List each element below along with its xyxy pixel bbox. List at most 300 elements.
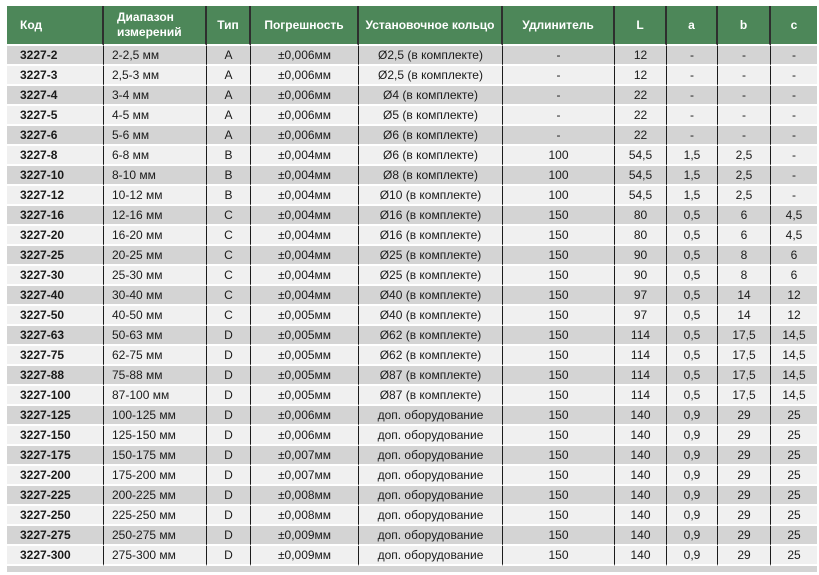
table-cell: 50-63 мм xyxy=(104,326,207,346)
table-cell: - xyxy=(667,66,718,86)
table-row xyxy=(7,486,817,506)
table-cell: D xyxy=(207,346,251,366)
table-cell: - xyxy=(667,86,718,106)
table-cell: 1,5 xyxy=(667,166,718,186)
table-cell: 3227-200 xyxy=(7,466,104,486)
table-cell: доп. оборудование xyxy=(359,526,503,546)
table-cell: 150-175 мм xyxy=(104,446,207,466)
table-cell: 40-50 мм xyxy=(104,306,207,326)
table-cell: 62-75 мм xyxy=(104,346,207,366)
table-cell: 3227-125 xyxy=(7,406,104,426)
table-cell: D xyxy=(207,526,251,546)
table-cell: 3227-63 xyxy=(7,326,104,346)
table-row xyxy=(7,246,817,266)
table-row xyxy=(7,306,817,326)
table-cell: 0,5 xyxy=(667,346,718,366)
table-cell: 225-250 мм xyxy=(104,506,207,526)
table-cell: ±0,004мм xyxy=(251,246,359,266)
table-cell: A xyxy=(207,86,251,106)
table-cell: 97 xyxy=(615,286,667,306)
table-cell: ±0,004мм xyxy=(251,206,359,226)
table-cell: Ø6 (в комплекте) xyxy=(359,146,503,166)
spec-table xyxy=(7,6,817,566)
table-cell: 3227-225 xyxy=(7,486,104,506)
table-cell: - xyxy=(503,66,615,86)
table-cell: - xyxy=(503,86,615,106)
table-row xyxy=(7,186,817,206)
table-cell: 14,5 xyxy=(771,386,817,406)
table-cell: 1,5 xyxy=(667,186,718,206)
table-cell: 12-16 мм xyxy=(104,206,207,226)
table-cell: 0,9 xyxy=(667,446,718,466)
table-cell: 22 xyxy=(615,86,667,106)
table-cell: доп. оборудование xyxy=(359,546,503,566)
table-row xyxy=(7,366,817,386)
table-row xyxy=(7,386,817,406)
table-cell: 3227-2 xyxy=(7,46,104,66)
table-row xyxy=(7,66,817,86)
table-cell: 150 xyxy=(503,526,615,546)
table-cell: 3227-4 xyxy=(7,86,104,106)
table-cell: B xyxy=(207,166,251,186)
table-cell: 6 xyxy=(718,226,771,246)
table-cell: 2,5-3 мм xyxy=(104,66,207,86)
table-row xyxy=(7,126,817,146)
table-cell: 275-300 мм xyxy=(104,546,207,566)
table-row xyxy=(7,226,817,246)
table-cell: 150 xyxy=(503,546,615,566)
table-cell: D xyxy=(207,426,251,446)
header-cell-c: c xyxy=(771,6,817,46)
table-cell: 4,5 xyxy=(771,206,817,226)
table-cell: 17,5 xyxy=(718,366,771,386)
table-cell: 25 xyxy=(771,526,817,546)
table-cell: 150 xyxy=(503,366,615,386)
table-row xyxy=(7,86,817,106)
table-cell: Ø25 (в комплекте) xyxy=(359,246,503,266)
table-cell: 29 xyxy=(718,446,771,466)
table-cell: C xyxy=(207,266,251,286)
table-cell: Ø5 (в комплекте) xyxy=(359,106,503,126)
table-cell: 0,9 xyxy=(667,426,718,446)
table-cell: 14,5 xyxy=(771,366,817,386)
table-row xyxy=(7,266,817,286)
table-cell: 3227-3 xyxy=(7,66,104,86)
table-cell: 0,5 xyxy=(667,226,718,246)
table-cell: Ø87 (в комплекте) xyxy=(359,366,503,386)
table-cell: 0,5 xyxy=(667,206,718,226)
table-cell: 150 xyxy=(503,506,615,526)
table-cell: 3227-275 xyxy=(7,526,104,546)
partial-row xyxy=(7,566,817,572)
table-row xyxy=(7,326,817,346)
table-cell: - xyxy=(718,46,771,66)
table-cell: 200-225 мм xyxy=(104,486,207,506)
table-cell: 175-200 мм xyxy=(104,466,207,486)
table-cell: Ø16 (в комплекте) xyxy=(359,206,503,226)
table-cell: Ø8 (в комплекте) xyxy=(359,166,503,186)
table-cell: 54,5 xyxy=(615,166,667,186)
table-cell: 150 xyxy=(503,226,615,246)
table-cell: A xyxy=(207,126,251,146)
table-cell: 3227-16 xyxy=(7,206,104,226)
table-cell: 25 xyxy=(771,466,817,486)
table-cell: - xyxy=(771,106,817,126)
table-cell: Ø62 (в комплекте) xyxy=(359,326,503,346)
table-cell: ±0,006мм xyxy=(251,406,359,426)
table-cell: 54,5 xyxy=(615,186,667,206)
table-cell: B xyxy=(207,146,251,166)
table-cell: C xyxy=(207,226,251,246)
table-cell: ±0,006мм xyxy=(251,106,359,126)
table-cell: Ø87 (в комплекте) xyxy=(359,386,503,406)
table-cell: 150 xyxy=(503,426,615,446)
table-cell: A xyxy=(207,106,251,126)
table-cell: ±0,006мм xyxy=(251,126,359,146)
table-cell: - xyxy=(771,86,817,106)
table-cell: ±0,004мм xyxy=(251,146,359,166)
table-cell: 8-10 мм xyxy=(104,166,207,186)
table-cell: - xyxy=(503,126,615,146)
table-cell: 29 xyxy=(718,426,771,446)
table-cell: 150 xyxy=(503,406,615,426)
header-cell-a: a xyxy=(667,6,718,46)
table-row xyxy=(7,46,817,66)
table-row xyxy=(7,206,817,226)
table-cell: 14 xyxy=(718,306,771,326)
table-cell: 0,5 xyxy=(667,386,718,406)
table-cell: ±0,007мм xyxy=(251,466,359,486)
table-cell: 3227-40 xyxy=(7,286,104,306)
table-cell: 12 xyxy=(615,46,667,66)
table-cell: - xyxy=(771,126,817,146)
table-cell: D xyxy=(207,466,251,486)
table-cell: - xyxy=(718,86,771,106)
table-cell: Ø16 (в комплекте) xyxy=(359,226,503,246)
table-cell: D xyxy=(207,326,251,346)
spec-table-body xyxy=(7,46,817,566)
table-cell: 3227-75 xyxy=(7,346,104,366)
table-cell: 100 xyxy=(503,186,615,206)
table-cell: 100 xyxy=(503,146,615,166)
table-cell: 4-5 мм xyxy=(104,106,207,126)
table-row xyxy=(7,426,817,446)
table-cell: 25 xyxy=(771,426,817,446)
table-cell: 3227-100 xyxy=(7,386,104,406)
table-cell: 250-275 мм xyxy=(104,526,207,546)
table-cell: доп. оборудование xyxy=(359,446,503,466)
table-cell: 29 xyxy=(718,526,771,546)
table-cell: 25 xyxy=(771,446,817,466)
table-cell: 0,9 xyxy=(667,546,718,566)
table-cell: - xyxy=(771,146,817,166)
table-cell: 30-40 мм xyxy=(104,286,207,306)
table-cell: 0,9 xyxy=(667,406,718,426)
table-cell: D xyxy=(207,506,251,526)
table-cell: 80 xyxy=(615,206,667,226)
table-cell: 3227-30 xyxy=(7,266,104,286)
table-cell: 3227-250 xyxy=(7,506,104,526)
table-cell: 14 xyxy=(718,286,771,306)
table-cell: 150 xyxy=(503,266,615,286)
table-row xyxy=(7,506,817,526)
table-cell: доп. оборудование xyxy=(359,466,503,486)
table-cell: 150 xyxy=(503,486,615,506)
table-cell: 54,5 xyxy=(615,146,667,166)
table-cell: ±0,007мм xyxy=(251,446,359,466)
table-cell: - xyxy=(718,126,771,146)
table-cell: ±0,004мм xyxy=(251,266,359,286)
table-cell: 140 xyxy=(615,526,667,546)
table-cell: 0,9 xyxy=(667,486,718,506)
table-cell: 12 xyxy=(615,66,667,86)
table-cell: ±0,006мм xyxy=(251,46,359,66)
table-cell: Ø40 (в комплекте) xyxy=(359,306,503,326)
table-cell: 2-2,5 мм xyxy=(104,46,207,66)
table-cell: 4,5 xyxy=(771,226,817,246)
table-cell: доп. оборудование xyxy=(359,426,503,446)
table-cell: C xyxy=(207,206,251,226)
table-cell: доп. оборудование xyxy=(359,406,503,426)
table-cell: ±0,008мм xyxy=(251,486,359,506)
table-row xyxy=(7,286,817,306)
table-cell: C xyxy=(207,286,251,306)
table-cell: - xyxy=(718,66,771,86)
table-cell: 140 xyxy=(615,486,667,506)
table-cell: - xyxy=(667,46,718,66)
table-row xyxy=(7,106,817,126)
header-cell-accuracy: Погрешность xyxy=(251,6,359,46)
table-cell: 3227-20 xyxy=(7,226,104,246)
table-cell: 17,5 xyxy=(718,326,771,346)
table-cell: 150 xyxy=(503,246,615,266)
table-row xyxy=(7,526,817,546)
spec-table-wrap xyxy=(7,6,817,572)
table-cell: 150 xyxy=(503,346,615,366)
table-cell: Ø4 (в комплекте) xyxy=(359,86,503,106)
table-cell: 25-30 мм xyxy=(104,266,207,286)
table-cell: 150 xyxy=(503,286,615,306)
table-cell: 87-100 мм xyxy=(104,386,207,406)
table-cell: Ø6 (в комплекте) xyxy=(359,126,503,146)
table-cell: 3227-6 xyxy=(7,126,104,146)
table-cell: D xyxy=(207,366,251,386)
table-cell: 0,5 xyxy=(667,306,718,326)
table-cell: - xyxy=(771,166,817,186)
table-cell: 3227-25 xyxy=(7,246,104,266)
table-cell: Ø10 (в комплекте) xyxy=(359,186,503,206)
table-cell: - xyxy=(771,186,817,206)
table-cell: D xyxy=(207,386,251,406)
table-cell: ±0,006мм xyxy=(251,66,359,86)
table-cell: 3227-5 xyxy=(7,106,104,126)
table-row xyxy=(7,446,817,466)
table-cell: ±0,004мм xyxy=(251,186,359,206)
table-cell: 5-6 мм xyxy=(104,126,207,146)
table-cell: 16-20 мм xyxy=(104,226,207,246)
table-cell: ±0,008мм xyxy=(251,506,359,526)
table-cell: - xyxy=(718,106,771,126)
table-row xyxy=(7,346,817,366)
table-cell: 3227-12 xyxy=(7,186,104,206)
table-cell: Ø40 (в комплекте) xyxy=(359,286,503,306)
table-cell: 140 xyxy=(615,446,667,466)
header-cell-extension: Удлинитель xyxy=(503,6,615,46)
table-cell: 90 xyxy=(615,266,667,286)
table-cell: 2,5 xyxy=(718,166,771,186)
table-cell: 140 xyxy=(615,426,667,446)
table-cell: 1,5 xyxy=(667,146,718,166)
table-cell: 3227-8 xyxy=(7,146,104,166)
table-cell: 12 xyxy=(771,306,817,326)
table-cell: Ø2,5 (в комплекте) xyxy=(359,66,503,86)
table-cell: 0,5 xyxy=(667,326,718,346)
table-cell: 29 xyxy=(718,466,771,486)
table-cell: 150 xyxy=(503,386,615,406)
header-row xyxy=(7,6,817,46)
table-cell: 0,9 xyxy=(667,526,718,546)
table-cell: ±0,009мм xyxy=(251,526,359,546)
table-cell: 114 xyxy=(615,366,667,386)
table-cell: 29 xyxy=(718,546,771,566)
header-cell-range: Диапазон измерений xyxy=(104,6,207,46)
table-cell: - xyxy=(667,106,718,126)
table-cell: 150 xyxy=(503,306,615,326)
table-cell: ±0,004мм xyxy=(251,226,359,246)
table-cell: 150 xyxy=(503,466,615,486)
table-cell: 6 xyxy=(718,206,771,226)
table-cell: 0,5 xyxy=(667,246,718,266)
table-cell: 22 xyxy=(615,126,667,146)
table-cell: - xyxy=(667,126,718,146)
table-row xyxy=(7,466,817,486)
table-cell: C xyxy=(207,306,251,326)
table-cell: 100 xyxy=(503,166,615,186)
table-cell: ±0,005мм xyxy=(251,386,359,406)
table-cell: 6 xyxy=(771,266,817,286)
table-cell: 75-88 мм xyxy=(104,366,207,386)
header-cell-b: b xyxy=(718,6,771,46)
table-cell: A xyxy=(207,66,251,86)
table-cell: 0,5 xyxy=(667,366,718,386)
header-cell-type: Тип xyxy=(207,6,251,46)
table-cell: 140 xyxy=(615,506,667,526)
table-cell: 140 xyxy=(615,466,667,486)
table-cell: - xyxy=(503,46,615,66)
table-cell: 2,5 xyxy=(718,146,771,166)
table-cell: 3227-175 xyxy=(7,446,104,466)
table-cell: 14,5 xyxy=(771,346,817,366)
table-cell: 3227-88 xyxy=(7,366,104,386)
table-cell: 20-25 мм xyxy=(104,246,207,266)
table-cell: 29 xyxy=(718,406,771,426)
table-cell: 150 xyxy=(503,326,615,346)
table-cell: D xyxy=(207,546,251,566)
table-cell: A xyxy=(207,46,251,66)
header-cell-l: L xyxy=(615,6,667,46)
table-cell: 100-125 мм xyxy=(104,406,207,426)
table-cell: 2,5 xyxy=(718,186,771,206)
table-cell: - xyxy=(771,66,817,86)
table-cell: 125-150 мм xyxy=(104,426,207,446)
table-cell: 0,9 xyxy=(667,506,718,526)
table-cell: 8 xyxy=(718,266,771,286)
table-cell: 3227-50 xyxy=(7,306,104,326)
table-cell: D xyxy=(207,406,251,426)
table-cell: 150 xyxy=(503,206,615,226)
table-cell: 0,9 xyxy=(667,466,718,486)
table-cell: 3227-10 xyxy=(7,166,104,186)
table-cell: 29 xyxy=(718,486,771,506)
table-cell: 6-8 мм xyxy=(104,146,207,166)
table-cell: 3227-300 xyxy=(7,546,104,566)
table-cell: 6 xyxy=(771,246,817,266)
table-cell: B xyxy=(207,186,251,206)
table-row xyxy=(7,146,817,166)
table-cell: 97 xyxy=(615,306,667,326)
table-cell: - xyxy=(771,46,817,66)
table-cell: 3-4 мм xyxy=(104,86,207,106)
table-cell: ±0,006мм xyxy=(251,86,359,106)
table-cell: ±0,005мм xyxy=(251,326,359,346)
table-cell: ±0,004мм xyxy=(251,286,359,306)
table-cell: 114 xyxy=(615,326,667,346)
table-cell: 12 xyxy=(771,286,817,306)
table-cell: 17,5 xyxy=(718,346,771,366)
table-cell: Ø25 (в комплекте) xyxy=(359,266,503,286)
table-cell: 150 xyxy=(503,446,615,466)
table-cell: 0,5 xyxy=(667,286,718,306)
table-cell: 17,5 xyxy=(718,386,771,406)
table-cell: ±0,005мм xyxy=(251,366,359,386)
table-row xyxy=(7,406,817,426)
table-cell: 114 xyxy=(615,386,667,406)
table-cell: 25 xyxy=(771,486,817,506)
table-cell: ±0,006мм xyxy=(251,426,359,446)
table-cell: 140 xyxy=(615,546,667,566)
table-cell: 90 xyxy=(615,246,667,266)
table-cell: Ø2,5 (в комплекте) xyxy=(359,46,503,66)
header-cell-ring: Установочное кольцо xyxy=(359,6,503,46)
table-cell: 29 xyxy=(718,506,771,526)
table-cell: D xyxy=(207,486,251,506)
spec-table-header xyxy=(7,6,817,46)
table-cell: доп. оборудование xyxy=(359,486,503,506)
table-cell: 25 xyxy=(771,546,817,566)
table-cell: 80 xyxy=(615,226,667,246)
header-cell-code: Код xyxy=(7,6,104,46)
table-cell: 25 xyxy=(771,506,817,526)
table-row xyxy=(7,166,817,186)
table-cell: ±0,009мм xyxy=(251,546,359,566)
table-cell: 114 xyxy=(615,346,667,366)
table-cell: 10-12 мм xyxy=(104,186,207,206)
table-cell: D xyxy=(207,446,251,466)
table-cell: ±0,005мм xyxy=(251,306,359,326)
table-cell: 140 xyxy=(615,406,667,426)
table-row xyxy=(7,546,817,566)
table-cell: 8 xyxy=(718,246,771,266)
table-cell: - xyxy=(503,106,615,126)
table-cell: Ø62 (в комплекте) xyxy=(359,346,503,366)
table-cell: ±0,005мм xyxy=(251,346,359,366)
table-cell: доп. оборудование xyxy=(359,506,503,526)
table-cell: 3227-150 xyxy=(7,426,104,446)
table-cell: 22 xyxy=(615,106,667,126)
table-cell: 25 xyxy=(771,406,817,426)
table-cell: C xyxy=(207,246,251,266)
table-cell: 14,5 xyxy=(771,326,817,346)
